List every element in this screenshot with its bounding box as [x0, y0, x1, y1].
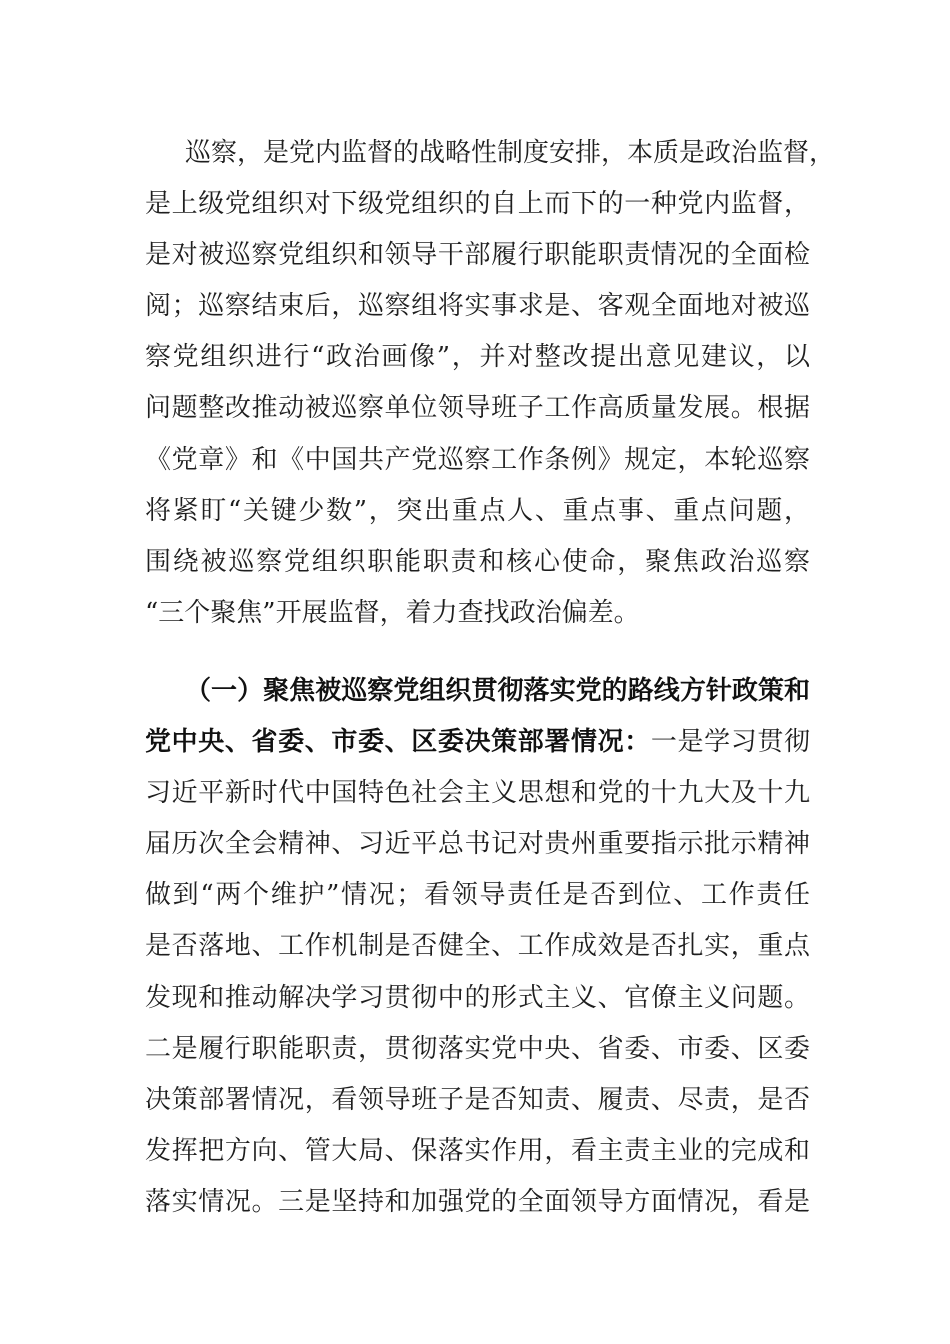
text-line: 是上级党组织对下级党组织的自上而下的一种党内监督，: [145, 189, 810, 220]
text-line: 阅；巡察结束后，巡察组将实事求是、客观全面地对被巡: [145, 291, 810, 322]
text-line: 察党组织进行“政治画像”，并对整改提出意见建议，以: [145, 342, 810, 373]
paragraph-inspection-overview: [145, 128, 836, 639]
text-line: 问题整改推动被巡察单位领导班子工作高质量发展。根据: [145, 393, 810, 424]
text-line: 围绕被巡察党组织职能职责和核心使命，聚焦政治巡察: [145, 546, 810, 577]
text-line: 发挥把方向、管大局、保落实作用，看主责主业的完成和: [145, 1135, 810, 1166]
text-line: 发现和推动解决学习贯彻中的形式主义、官僚主义问题。: [145, 982, 810, 1013]
text-line: 是否落地、工作机制是否健全、工作成效是否扎实，重点: [145, 931, 810, 962]
text-line: 二是履行职能职责，贯彻落实党中央、省委、市委、区委: [145, 1033, 810, 1064]
text-line: “三个聚焦”开展监督，着力查找政治偏差。: [145, 597, 640, 628]
paragraph-gap: [145, 639, 810, 666]
text-line: 落实情况。三是坚持和加强党的全面领导方面情况，看是: [145, 1186, 810, 1217]
text-line: 将紧盯“关键少数”，突出重点人、重点事、重点问题，: [145, 495, 810, 526]
section-heading-continued: 党中央、省委、市委、区委决策部署情况：: [145, 727, 651, 758]
text-line: 《党章》和《中国共产党巡察工作条例》规定，本轮巡察: [145, 444, 810, 475]
text-line: 届历次全会精神、习近平总书记对贵州重要指示批示精神: [145, 829, 810, 860]
section-heading: （一）聚焦被巡察党组织贯彻落实党的路线方针政策和: [185, 675, 810, 706]
text-line: 决策部署情况，看领导班子是否知责、履责、尽责，是否: [145, 1084, 810, 1115]
text-line: 做到“两个维护”情况；看领导责任是否到位、工作责任: [145, 880, 810, 911]
text-run: 一是学习贯彻: [650, 727, 810, 758]
paragraph-focus-one: [145, 666, 810, 1228]
text-line-mixed: [145, 717, 810, 768]
text-line: 是对被巡察党组织和领导干部履行职能职责情况的全面检: [145, 240, 810, 271]
text-line: 巡察，是党内监督的战略性制度安排，本质是政治监督，: [185, 138, 836, 168]
text-line: 习近平新时代中国特色社会主义思想和党的十九大及十九: [145, 778, 810, 809]
document-page: [145, 128, 836, 1228]
